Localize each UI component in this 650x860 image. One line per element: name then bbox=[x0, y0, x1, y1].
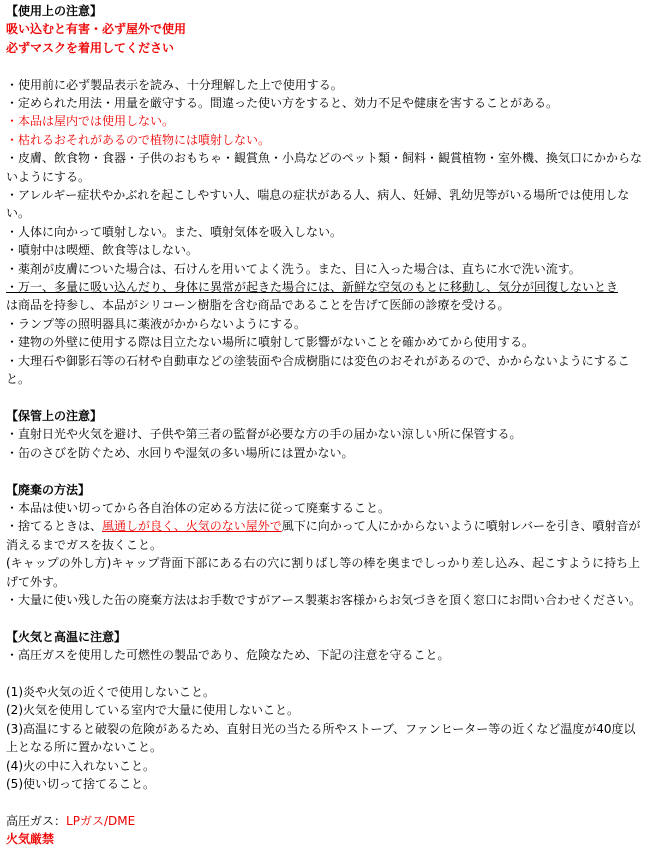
fire-intro: ・高圧ガスを使用した可燃性の製品であり、危険なため、下記の注意を守ること。 bbox=[6, 648, 450, 663]
fire-rule: (5)使い切って捨てること。 bbox=[6, 776, 155, 791]
storage-heading: 【保管上の注意】 bbox=[6, 408, 103, 423]
usage-item: ・皮膚、飲食物・食器・子供のおもちゃ・観賞魚・小鳥などのペット類・飼料・観賞植物・室外機、換気口にかからないようにする。 bbox=[6, 151, 643, 184]
usage-item: ・アレルギー症状やかぶれを起こしやすい人、喘息の症状がある人、病人、妊婦、乳幼児等がいる場所では使用しない。 bbox=[6, 188, 630, 221]
emergency-item-underlined: ・万一、多量に吸い込んだり、身体に異常が起きた場合には、新鮮な空気のもとに移動し、気分が回復しないとき bbox=[6, 280, 619, 295]
usage-item: ・ランプ等の照明器具に薬液がかからないようにする。 bbox=[6, 316, 307, 331]
spacer bbox=[6, 462, 644, 480]
fire-rule: (3)高温にすると破裂の危険があるため、直射日光の当たる所やストーブ、ファンヒーター等の近くなど温度が40度以上となる所に置かないこと。 bbox=[6, 721, 636, 755]
spacer bbox=[6, 57, 644, 75]
spacer bbox=[6, 793, 644, 811]
usage-item: ・薬剤が皮膚についた場合は、石けんを用いてよく洗う。また、目に入った場合は、直ちに水で洗い流す。 bbox=[6, 261, 581, 276]
gas-line bbox=[6, 812, 644, 830]
disposal-item: ・大量に使い残した缶の廃棄方法はお手数ですがアース製薬お客様からお気づきを頂く窓口にお問い合わせください。 bbox=[6, 592, 642, 607]
usage-item: ・人体に向かって噴射しない。また、噴射気体を吸入しない。 bbox=[6, 224, 343, 239]
fire-strictly-prohibited: 火気厳禁 bbox=[6, 832, 55, 847]
usage-item-indoor-warning: ・本品は屋内では使用しない。 bbox=[6, 114, 175, 129]
outdoor-emphasis: 風通しが良く、火気のない屋外で bbox=[102, 519, 282, 534]
usage-item: ・定められた用法・用量を厳守する。間違った使い方をすると、効力不足や健康を害することがある。 bbox=[6, 96, 559, 111]
inhalation-warning: 吸い込むと有害・必ず屋外で使用 bbox=[6, 22, 187, 37]
disposal-item bbox=[6, 517, 644, 554]
usage-item-plant-warning: ・枯れるおそれがあるので植物には噴射しない。 bbox=[6, 132, 271, 147]
fire-rule: (4)火の中に入れないこと。 bbox=[6, 758, 155, 773]
usage-item: ・建物の外壁に使用する際は目立たない場所に噴射して影響がないことを確かめてから使用する。 bbox=[6, 335, 535, 350]
fire-rule: (1)炎や火気の近くで使用しないこと。 bbox=[6, 684, 215, 699]
disposal-item: ・本品は使い切ってから各自治体の定める方法に従って廃棄すること。 bbox=[6, 500, 391, 515]
usage-item: ・使用前に必ず製品表示を読み、十分理解した上で使用する。 bbox=[6, 77, 343, 92]
disposal-text: ・捨てるときは、 bbox=[6, 519, 103, 534]
disposal-text: 風下に向かって人にかからないように噴射レバーを引き、噴射音が消えるまでガスを抜くこと。 bbox=[6, 519, 641, 552]
gas-value: LPガス/DME bbox=[66, 813, 136, 828]
gas-label: 高圧ガス： bbox=[6, 813, 67, 828]
spacer bbox=[6, 389, 644, 407]
usage-item: ・噴射中は喫煙、飲食等はしない。 bbox=[6, 243, 199, 258]
usage-heading: 【使用上の注意】 bbox=[6, 4, 103, 18]
cap-removal-note: (キャップの外し方)キャップ背面下部にある右の穴に割りばし等の棒を奥までしっかり差し込み、起こすように持ち上げて外す。 bbox=[6, 556, 641, 589]
spacer bbox=[6, 609, 644, 627]
fire-heading: 【火気と高温に注意】 bbox=[6, 629, 127, 644]
spacer bbox=[6, 665, 644, 683]
disposal-heading: 【廃棄の方法】 bbox=[6, 482, 91, 497]
emergency-item-rest: は商品を持参し、本品がシリコーン樹脂を含む商品であることを告げて医師の診療を受ける。 bbox=[6, 298, 510, 313]
storage-item: ・直射日光や火気を避け、子供や第三者の監督が必要な方の手の届かない涼しい所に保管する。 bbox=[6, 427, 522, 442]
storage-item: ・缶のさびを防ぐため、水回りや湿気の多い場所には置かない。 bbox=[6, 445, 354, 460]
mask-warning: 必ずマスクを着用してください bbox=[6, 40, 175, 55]
fire-rule: (2)火気を使用している室内で大量に使用しないこと。 bbox=[6, 703, 300, 718]
usage-item: ・大理石や御影石等の石材や自動車などの塗装面や合成樹脂には変色のおそれがあるので、かからないようにすること。 bbox=[6, 353, 630, 387]
